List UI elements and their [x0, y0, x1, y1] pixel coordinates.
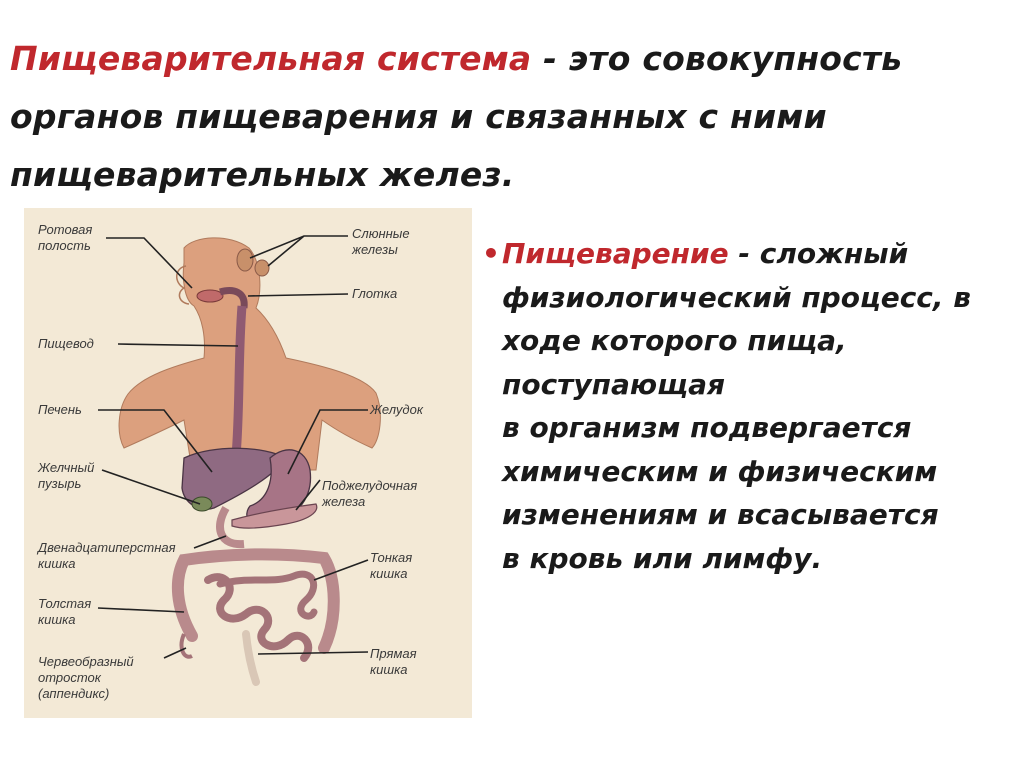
- label-duodenum: [36, 540, 179, 571]
- label-line: (аппендикс): [38, 686, 110, 701]
- bullet-line: поступающая: [502, 367, 725, 401]
- label-line: Ротовая: [38, 222, 93, 237]
- slide-title: [10, 30, 1010, 204]
- label-stomach: Желудок: [370, 402, 423, 417]
- label-gallbladder: [37, 460, 98, 491]
- salivary-gland: [237, 249, 253, 271]
- gallbladder: [192, 497, 212, 511]
- salivary-gland: [255, 260, 269, 276]
- label-mouth: [38, 222, 96, 253]
- label-salivary: [351, 226, 413, 257]
- rectum: [246, 634, 256, 682]
- label-pancreas: [321, 478, 421, 509]
- label-liver: Печень: [38, 402, 82, 417]
- label-line: Желчный: [38, 460, 95, 475]
- diagram-svg: [24, 208, 472, 718]
- label-line: Червеобразный: [38, 654, 134, 669]
- definition-bullet: [482, 232, 1002, 580]
- label-small-intestine: [370, 550, 416, 581]
- label-line: железы: [352, 242, 398, 257]
- large-intestine: [178, 554, 334, 648]
- leader-line-large-intestine: [98, 608, 184, 612]
- label-line: Тонкая: [370, 550, 413, 565]
- label-line: Прямая: [370, 646, 417, 661]
- bullet-line: в организм подвергается: [502, 411, 912, 444]
- label-line: Двенадцатиперстная: [38, 540, 176, 555]
- leader-line-pharynx: [248, 294, 348, 296]
- bullet-marker: •: [482, 237, 500, 270]
- label-line: Толстая: [38, 596, 92, 611]
- label-line: кишка: [38, 612, 76, 627]
- label-line: отросток: [38, 670, 101, 685]
- bullet-line: физиологический процесс, в: [502, 280, 971, 314]
- label-line: кишка: [38, 556, 76, 571]
- bullet-line-1-rest: - сложный: [728, 237, 909, 270]
- label-pharynx: Глотка: [352, 286, 398, 301]
- label-line: полость: [38, 238, 91, 253]
- bullet-line-1: [502, 232, 1002, 276]
- title-term: Пищеварительная система: [10, 39, 532, 78]
- bullet-term: Пищеварение: [502, 237, 729, 270]
- label-large-intestine: [38, 596, 95, 627]
- label-line: кишка: [370, 566, 408, 581]
- label-line: пузырь: [38, 476, 82, 491]
- label-rectum: [370, 646, 420, 677]
- bullet-text: [502, 232, 1002, 580]
- label-line: железа: [322, 494, 366, 509]
- bullet-line: химическим и физическим: [502, 454, 938, 488]
- leader-line-mouth: [106, 238, 192, 288]
- label-esophagus: Пищевод: [38, 336, 94, 351]
- label-line: кишка: [370, 662, 408, 677]
- bullet-line: ходе которого пища,: [502, 324, 847, 357]
- label-line: Поджелудочная: [322, 478, 418, 493]
- leader-line-rectum: [258, 652, 368, 654]
- leader-line-duodenum: [194, 536, 226, 548]
- small-intestine: [208, 577, 308, 658]
- label-line: Слюнные: [352, 226, 410, 241]
- title-line-2: органов пищеварения и связанных с ними: [10, 97, 827, 136]
- bullet-line: изменениям и всасывается: [502, 498, 939, 531]
- esophagus: [236, 306, 242, 456]
- body-silhouette: [119, 238, 380, 470]
- label-appendix: [38, 654, 137, 701]
- bullet-line: в кровь или лимфу.: [502, 541, 823, 575]
- title-line-3: пищеварительных желез.: [10, 155, 515, 194]
- title-rest: - это совокупность: [531, 39, 903, 78]
- digestive-system-diagram: [24, 208, 472, 718]
- mouth-cavity: [197, 290, 223, 302]
